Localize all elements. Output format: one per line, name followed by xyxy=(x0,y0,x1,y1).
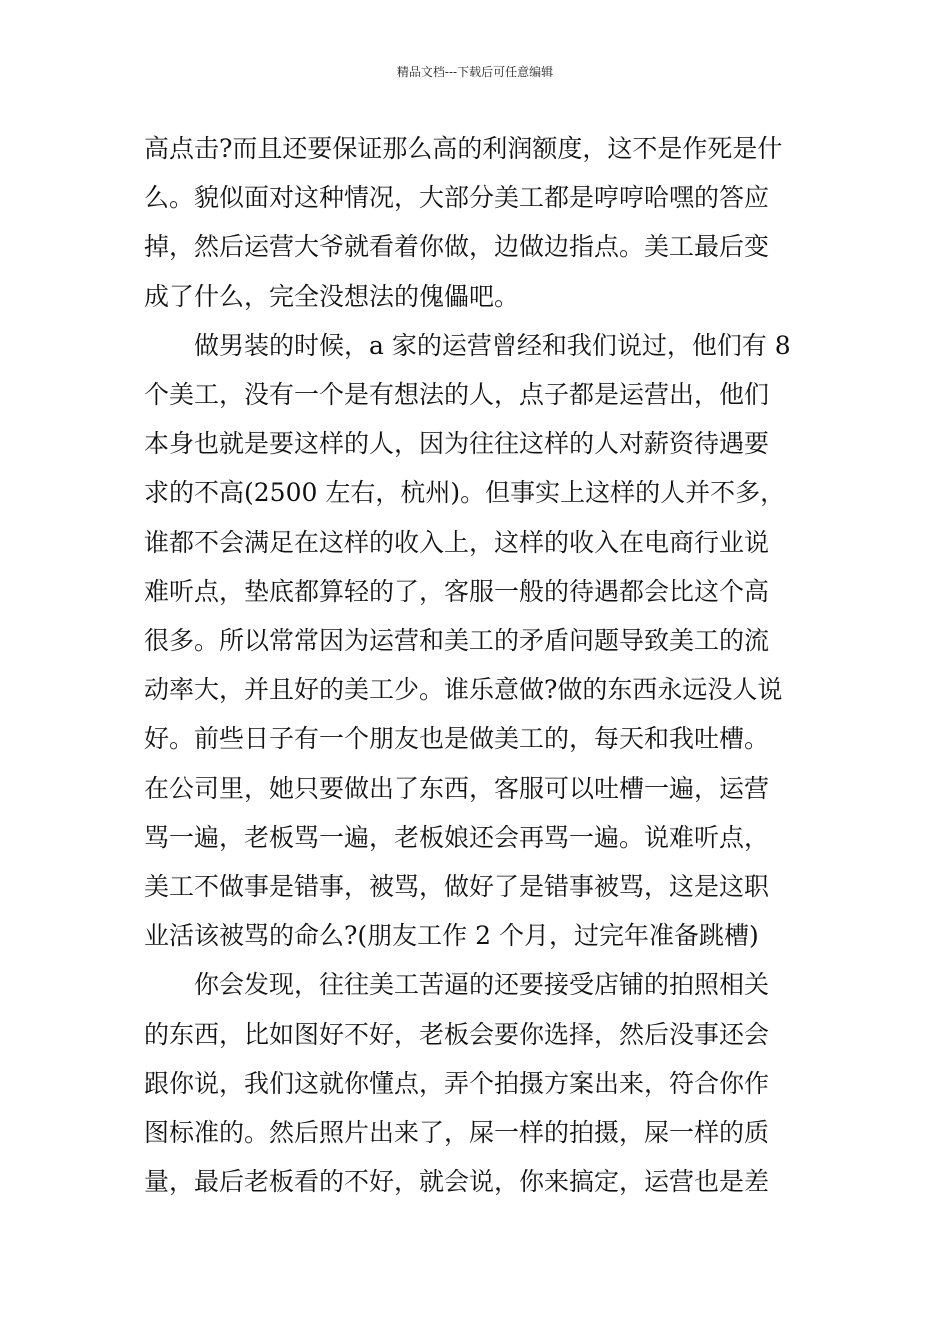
text-line: 成了什么，完全没想法的傀儡吧。 xyxy=(144,281,520,311)
text-line: 么。貌似面对这种情况，大部分美工都是哼哼哈嘿的答应 xyxy=(144,183,770,213)
text-line: 你会发现，往往美工苦逼的还要接受店铺的拍照相关 xyxy=(194,970,770,1000)
paragraph xyxy=(144,960,808,1206)
text-line: 骂一遍，老板骂一遍，老板娘还会再骂一遍。说难听点， xyxy=(144,822,770,852)
text-line: 谁都不会满足在这样的收入上，这样的收入在电商行业说 xyxy=(144,527,770,557)
page-header: 精品文档---下载后可任意编辑 xyxy=(396,65,554,79)
text-line: 很多。所以常常因为运营和美工的矛盾问题导致美工的流 xyxy=(144,626,770,656)
text-line: 高点击?而且还要保证那么高的利润额度，这不是作死是什 xyxy=(144,134,783,163)
text-line: 美工不做事是错事，被骂，做好了是错事被骂，这是这职 xyxy=(144,872,770,902)
paragraph xyxy=(144,321,808,961)
text-line: 个美工，没有一个是有想法的人，点子都是运营出，他们 xyxy=(144,380,770,410)
text-line: 难听点，垫底都算轻的了，客服一般的待遇都会比这个高 xyxy=(144,576,770,606)
text-line: 在公司里，她只要做出了东西，客服可以吐槽一遍，运营 xyxy=(144,773,770,803)
text-line: 求的不高(2500 左右，杭州)。但事实上这样的人并不多， xyxy=(144,478,786,508)
text-line: 做男装的时候，a 家的运营曾经和我们说过，他们有 8 xyxy=(194,330,791,360)
text-line: 业活该被骂的命么?(朋友工作 2 个月，过完年准备跳槽) xyxy=(144,921,759,951)
text-line: 本身也就是要这样的人，因为往往这样的人对薪资待遇要 xyxy=(144,429,770,459)
document-body xyxy=(144,124,808,1206)
text-line: 好。前些日子有一个朋友也是做美工的，每天和我吐槽。 xyxy=(144,724,770,754)
text-line: 量，最后老板看的不好，就会说，你来搞定，运营也是差 xyxy=(144,1167,770,1197)
text-line: 的东西，比如图好不好，老板会要你选择，然后没事还会 xyxy=(144,1019,770,1049)
text-line: 图标准的。然后照片出来了，屎一样的拍摄，屎一样的质 xyxy=(144,1118,770,1148)
text-line: 掉，然后运营大爷就看着你做，边做边指点。美工最后变 xyxy=(144,232,770,262)
text-line: 动率大，并且好的美工少。谁乐意做?做的东西永远没人说 xyxy=(144,675,783,705)
text-line: 跟你说，我们这就你懂点，弄个拍摄方案出来，符合你作 xyxy=(144,1068,770,1098)
paragraph xyxy=(144,124,808,321)
